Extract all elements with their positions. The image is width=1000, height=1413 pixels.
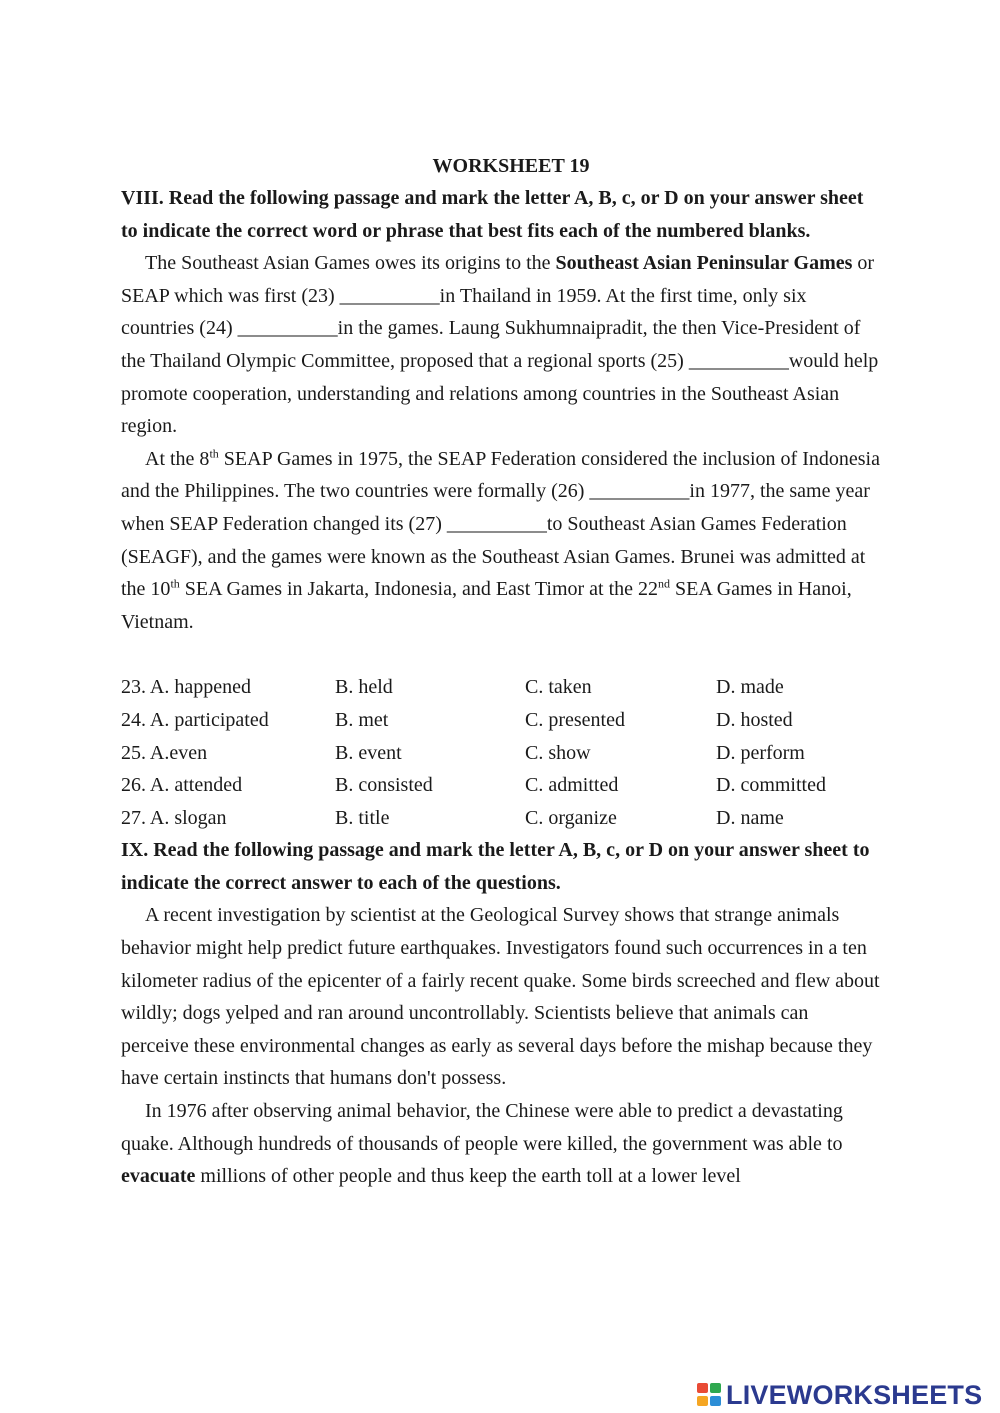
option-d: D. committed — [716, 774, 826, 797]
option-a: 26. A. attended — [121, 774, 243, 797]
option-d: D. hosted — [716, 708, 793, 731]
option-d: D. name — [716, 806, 784, 829]
logo-square-icon — [697, 1383, 708, 1393]
passage-1-paragraph-2: At the 8th SEAP Games in 1975, the SEAP Federation considered the inclusion of Indonesia and the Philippines. The two countries were formally (26) __________in 1977, the same year when SEAP Federation changed its (27) __________to Southeast Asian Games Federation (SEAGF), and the games were known as the Southeast Asian Games. Brunei was admitted at the 10th SEA Games in Jakarta, Indonesia, and East Timor at the 22nd SEA Games in Hanoi, Vietnam. — [121, 446, 880, 633]
logo-text: LIVEWORKSHEETS — [726, 1379, 983, 1410]
logo-square-icon — [697, 1396, 708, 1406]
option-d: D. perform — [716, 741, 805, 764]
option-c: C. admitted — [525, 774, 619, 797]
option-a: 24. A. participated — [121, 708, 269, 731]
logo-square-icon — [710, 1383, 721, 1393]
question-row — [121, 671, 881, 704]
answer-options — [121, 671, 881, 834]
option-b: B. event — [335, 741, 402, 764]
liveworksheets-icon — [697, 1383, 723, 1407]
section-ix-instruction: IX. Read the following passage and mark the letter A, B, c, or D on your answer sheet to indicate the correct answer to each of the questions. — [121, 839, 870, 894]
option-a: 23. A. happened — [121, 676, 251, 699]
question-row — [121, 802, 881, 835]
question-row — [121, 737, 881, 770]
option-b: B. met — [335, 708, 389, 731]
option-c: C. organize — [525, 806, 617, 829]
question-row — [121, 704, 881, 737]
option-c: C. presented — [525, 708, 625, 731]
option-a: 27. A. slogan — [121, 806, 227, 829]
liveworksheets-logo[interactable] — [697, 1378, 982, 1412]
worksheet-page — [121, 150, 881, 1193]
option-c: C. show — [525, 741, 591, 764]
option-b: B. title — [335, 806, 390, 829]
passage-2-paragraph-1: A recent investigation by scientist at the Geological Survey shows that strange animals behavior might help predict future earthquakes. Investigators found such occurrences in a ten kilometer radius of the epicenter of a fairly recent quake. Some birds screeched and flew about wildly; dogs yelped and ran around uncontrollably. Scientists believe that animals can perceive these environmental changes as early as several days before the mishap because they have certain instincts that humans don't possess. — [121, 904, 880, 1090]
option-c: C. taken — [525, 676, 592, 699]
question-row — [121, 769, 881, 802]
logo-square-icon — [710, 1396, 721, 1406]
section-viii-instruction: VIII. Read the following passage and mark the letter A, B, c, or D on your answer sheet to indicate the correct word or phrase that best fits each of the numbered blanks. — [121, 187, 864, 242]
option-b: B. held — [335, 676, 393, 699]
option-d: D. made — [716, 676, 784, 699]
option-a: 25. A.even — [121, 741, 208, 764]
passage-2-paragraph-2: In 1976 after observing animal behavior, the Chinese were able to predict a devastating quake. Although hundreds of thousands of people were killed, the government was able to evacuate millions of other people and thus keep the earth toll at a lower level — [121, 1100, 843, 1188]
worksheet-title: WORKSHEET 19 — [432, 155, 590, 177]
option-b: B. consisted — [335, 774, 433, 797]
passage-1-paragraph-1: The Southeast Asian Games owes its origins to the Southeast Asian Peninsular Games or SEAP which was first (23) __________in Thailand in 1959. At the first time, only six countries (24) __________in the games. Laung Sukhumnaipradit, the then Vice-President of the Thailand Olympic Committee, proposed that a regional sports (25) __________would help promote cooperation, understanding and relations among countries in the Southeast Asian region. — [121, 252, 879, 438]
